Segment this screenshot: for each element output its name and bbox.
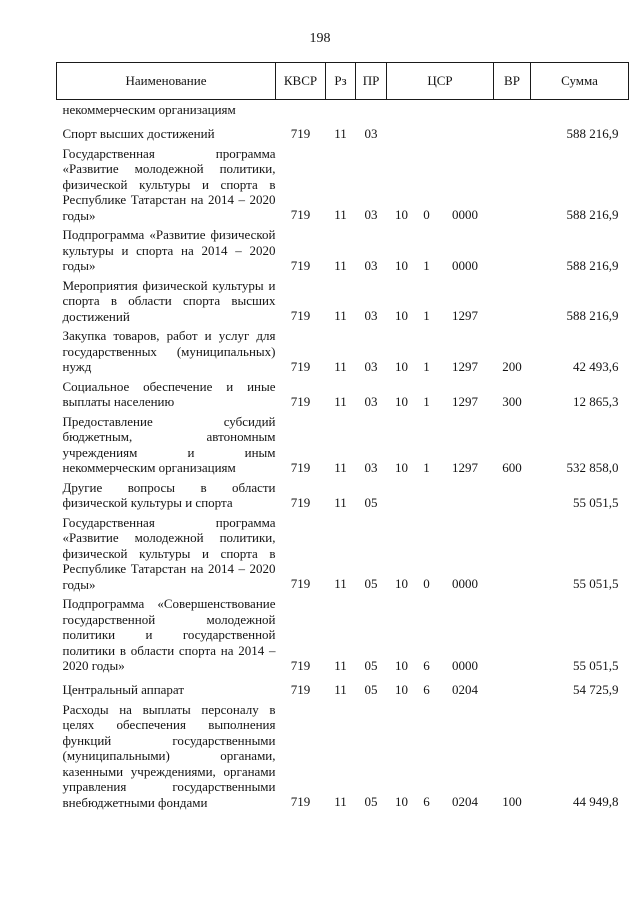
row-rz: 11 [334, 358, 347, 374]
row-name: Закупка товаров, работ и услуг для государственных (муниципальных) нужд [62, 328, 276, 374]
header-kvsr: КВСР [276, 63, 326, 100]
row-csr-direction: 0204 [452, 794, 478, 809]
row-csr-direction: 1297 [452, 393, 478, 409]
row-name: Подпрограмма «Развитие физической культуры и спорта на 2014 – 2020 годы» [62, 227, 276, 273]
row-rz [326, 100, 356, 120]
row-csr-subprogram: 6 [423, 794, 430, 809]
row-pr: 03 [364, 125, 378, 141]
row-vr [494, 594, 531, 676]
row-csr-subprogram: 0 [423, 207, 430, 222]
row-pr: 05 [364, 681, 378, 697]
row-name: Подпрограмма «Совершенствование государственной молодежной политики и государственной политики в области спорта на 2014 – 2020 годы» [62, 596, 276, 673]
header-row [57, 63, 629, 100]
row-csr-subprogram: 1 [423, 308, 430, 323]
row-pr: 05 [364, 794, 378, 809]
row-csr-direction: 1297 [452, 308, 478, 323]
row-name: Государственная программа «Развитие молодежной политики, физической культуры и спорта в Республике Татарстан на 2014 – 2020 годы» [62, 514, 276, 592]
row-vr [494, 100, 531, 120]
row-name: Социальное обеспечение и иные выплаты населению [62, 378, 276, 409]
row-csr-program: 10 [395, 794, 408, 809]
row-vr: 200 [502, 358, 522, 374]
row-kvsr: 719 [290, 459, 311, 475]
row-vr [494, 478, 531, 513]
row-kvsr: 719 [290, 393, 311, 409]
row-pr: 03 [364, 257, 378, 273]
table-row [57, 478, 629, 513]
row-rz: 11 [334, 681, 347, 697]
row-kvsr: 719 [290, 308, 311, 323]
row-name: Предоставление субсидий бюджетным, автономным учреждениям и иным некоммерческим организациям [62, 413, 276, 475]
row-kvsr: 719 [290, 125, 311, 141]
row-rz: 11 [334, 125, 347, 141]
table-row [57, 377, 629, 412]
row-vr: 600 [502, 459, 522, 475]
table-row [57, 144, 629, 226]
row-csr-direction: 1297 [452, 459, 478, 475]
row-csr-subprogram [417, 120, 437, 144]
page-number: 198 [309, 31, 331, 46]
row-name: Центральный аппарат [62, 682, 185, 697]
header-csr: ЦСР [387, 63, 494, 100]
row-kvsr: 719 [290, 794, 311, 809]
row-csr-program: 10 [395, 576, 408, 591]
row-name: Другие вопросы в области физической культуры и спорта [62, 479, 276, 510]
row-csr-program: 10 [395, 657, 408, 673]
row-csr-direction: 0000 [452, 576, 478, 591]
table-row [57, 513, 629, 595]
row-kvsr: 719 [290, 257, 311, 273]
row-csr-program: 10 [395, 459, 408, 475]
row-sum: 588 216,9 [566, 125, 619, 141]
row-sum: 55 051,5 [573, 657, 619, 673]
row-sum: 42 493,6 [573, 358, 619, 374]
row-vr [494, 676, 531, 700]
row-csr-direction: 0000 [452, 207, 478, 222]
row-sum: 532 858,0 [566, 459, 619, 475]
row-pr: 03 [364, 459, 378, 475]
row-csr-direction: 0204 [452, 681, 478, 697]
row-sum: 44 949,8 [573, 794, 619, 809]
table-row [57, 412, 629, 478]
row-pr: 03 [364, 308, 378, 323]
table-row [57, 700, 629, 813]
row-name: некоммерческим организациям [62, 102, 236, 117]
table-row [57, 594, 629, 676]
row-sum [531, 100, 629, 120]
row-pr: 03 [364, 358, 378, 374]
row-sum: 55 051,5 [573, 576, 619, 591]
row-rz: 11 [334, 794, 347, 809]
header-vr: ВР [494, 63, 531, 100]
row-kvsr: 719 [290, 207, 311, 222]
row-kvsr: 719 [290, 681, 311, 697]
row-name: Спорт высших достижений [62, 126, 215, 141]
row-csr-program [387, 478, 417, 513]
row-csr-direction [437, 120, 494, 144]
row-csr-subprogram: 1 [423, 459, 430, 475]
row-pr [356, 100, 387, 120]
row-pr: 03 [364, 207, 378, 222]
row-pr: 05 [364, 657, 378, 673]
row-csr-subprogram: 1 [423, 257, 430, 273]
row-rz: 11 [334, 576, 347, 591]
row-csr-subprogram: 1 [423, 358, 430, 374]
row-vr: 100 [502, 794, 522, 809]
row-vr [494, 120, 531, 144]
row-vr [494, 144, 531, 226]
row-csr-direction: 0000 [452, 657, 478, 673]
row-kvsr [276, 100, 326, 120]
row-csr-subprogram [417, 478, 437, 513]
header-sum: Сумма [531, 63, 629, 100]
table-row [57, 100, 629, 120]
table-row [57, 326, 629, 377]
row-rz: 11 [334, 207, 347, 222]
row-csr-program: 10 [395, 207, 408, 222]
row-rz: 11 [334, 657, 347, 673]
row-rz: 11 [334, 308, 347, 323]
row-csr-program [387, 120, 417, 144]
row-rz: 11 [334, 393, 347, 409]
row-sum: 12 865,3 [573, 393, 619, 409]
row-name: Расходы на выплаты персоналу в целях обеспечения выполнения функций государственными (муниципальными) органами, казенными учреждениями, органами управления государственными внебюджетными фондами [62, 701, 276, 810]
row-sum: 588 216,9 [566, 207, 619, 222]
row-csr-direction: 1297 [452, 358, 478, 374]
header-pr: ПР [356, 63, 387, 100]
row-csr-direction [437, 478, 494, 513]
row-sum: 54 725,9 [573, 681, 619, 697]
row-csr-subprogram: 6 [423, 657, 430, 673]
row-vr [494, 225, 531, 276]
row-kvsr: 719 [290, 576, 311, 591]
row-csr-direction [437, 100, 494, 120]
row-csr-direction: 0000 [452, 257, 478, 273]
row-sum: 588 216,9 [566, 308, 619, 323]
row-csr-program: 10 [395, 308, 408, 323]
row-sum: 55 051,5 [573, 494, 619, 510]
row-sum: 588 216,9 [566, 257, 619, 273]
row-kvsr: 719 [290, 494, 311, 510]
row-kvsr: 719 [290, 657, 311, 673]
row-vr: 300 [502, 393, 522, 409]
row-vr [494, 513, 531, 595]
row-vr [494, 276, 531, 327]
header-name: Наименование [57, 63, 276, 100]
row-pr: 05 [364, 494, 378, 510]
row-csr-program: 10 [395, 257, 408, 273]
row-name: Мероприятия физической культуры и спорта в области спорта высших достижений [62, 277, 276, 324]
table-row [57, 225, 629, 276]
row-csr-subprogram [417, 100, 437, 120]
row-rz: 11 [334, 494, 347, 510]
budget-table [56, 62, 629, 812]
row-rz: 11 [334, 459, 347, 475]
row-csr-subprogram: 0 [423, 576, 430, 591]
row-csr-subprogram: 1 [423, 393, 430, 409]
header-rz: Рз [326, 63, 356, 100]
row-rz: 11 [334, 257, 347, 273]
row-csr-subprogram: 6 [423, 681, 430, 697]
row-csr-program: 10 [395, 358, 408, 374]
row-name: Государственная программа «Развитие молодежной политики, физической культуры и спорта в Республике Татарстан на 2014 – 2020 годы» [62, 145, 276, 223]
row-csr-program [387, 100, 417, 120]
row-pr: 03 [364, 393, 378, 409]
row-kvsr: 719 [290, 358, 311, 374]
table-row [57, 676, 629, 700]
row-csr-program: 10 [395, 393, 408, 409]
table-row [57, 276, 629, 327]
row-csr-program: 10 [395, 681, 408, 697]
row-pr: 05 [364, 576, 378, 591]
table-row [57, 120, 629, 144]
